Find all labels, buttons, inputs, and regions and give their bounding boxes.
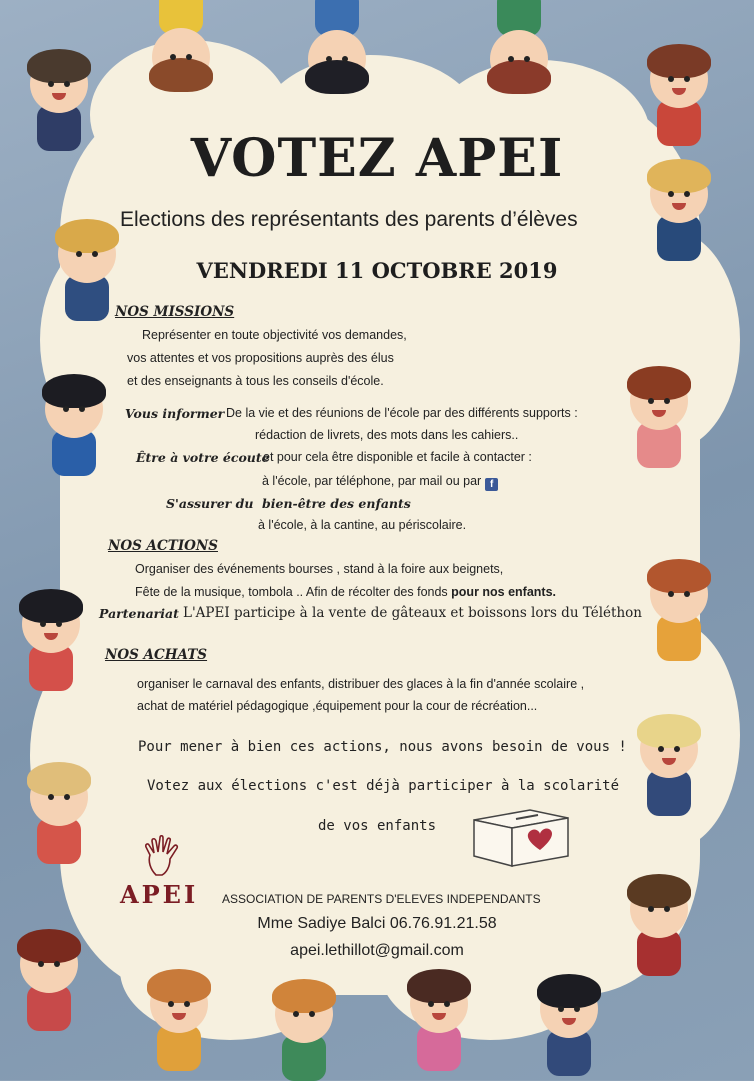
contact-name-phone: Mme Sadiye Balci 06.76.91.21.58	[257, 915, 497, 932]
appeal-line: Votez aux élections c'est déjà participer à la scolarité	[147, 778, 620, 794]
missions-line: et des enseignants à tous les conseils d'école.	[127, 374, 384, 388]
facebook-icon: f	[485, 478, 498, 491]
ecoute-label: Être à votre écoute	[136, 450, 270, 465]
handprint-icon	[142, 835, 188, 877]
actions-line-emphasis: pour nos enfants.	[451, 585, 557, 599]
achats-line: organiser le carnaval des enfants, distribuer des glaces à la fin d'année scolaire ,	[137, 677, 585, 691]
bienetre-text: à l'école, à la cantine, au périscolaire.	[258, 518, 467, 532]
ballot-box-heart-icon	[468, 806, 574, 870]
section-heading-achats: NOS ACHATS	[105, 647, 208, 663]
section-heading-missions: NOS MISSIONS	[115, 304, 235, 320]
bienetre-label-2: bien-être des enfants	[262, 496, 411, 511]
actions-line	[135, 585, 556, 599]
actions-line-text: Fête de la musique, tombola .. Afin de récolter des fonds	[135, 585, 452, 599]
apei-logo-text: APEI	[120, 880, 199, 909]
missions-line: Représenter en toute objectivité vos demandes,	[142, 328, 407, 342]
partenariat-text: L'APEI participe à la vente de gâteaux et boissons lors du Téléthon	[183, 605, 642, 621]
informer-label: Vous informer	[125, 406, 225, 421]
appeal-line: de vos enfants	[318, 818, 437, 834]
informer-text: De la vie et des réunions de l'école par des différents supports :	[226, 406, 578, 420]
appeal-line: Pour mener à bien ces actions, nous avons besoin de vous !	[138, 739, 627, 755]
poster-subtitle: Elections des représentants des parents d’élèves	[120, 208, 578, 231]
ecoute-contact-line	[262, 474, 498, 491]
poster-title: VOTEZ APEI	[190, 128, 564, 189]
missions-line: vos attentes et vos propositions auprès des élus	[127, 351, 394, 365]
contact-email: apei.lethillot@gmail.com	[290, 942, 464, 959]
bienetre-label: S'assurer du	[166, 496, 254, 511]
informer-text: rédaction de livrets, des mots dans les cahiers..	[255, 428, 519, 442]
section-heading-actions: NOS ACTIONS	[108, 538, 218, 554]
partenariat-label: Partenariat	[99, 606, 179, 621]
achats-line: achat de matériel pédagogique ,équipement pour la cour de récréation...	[137, 699, 538, 713]
election-date: VENDREDI 11 OCTOBRE 2019	[196, 258, 558, 283]
ecoute-text: et pour cela être disponible et facile à contacter :	[263, 450, 532, 464]
actions-line: Organiser des événements bourses , stand à la foire aux beignets,	[135, 562, 504, 576]
ecoute-contact-text: à l'école, par téléphone, par mail ou par	[262, 474, 482, 488]
association-name: ASSOCIATION DE PARENTS D'ELEVES INDEPENDANTS	[222, 892, 541, 906]
